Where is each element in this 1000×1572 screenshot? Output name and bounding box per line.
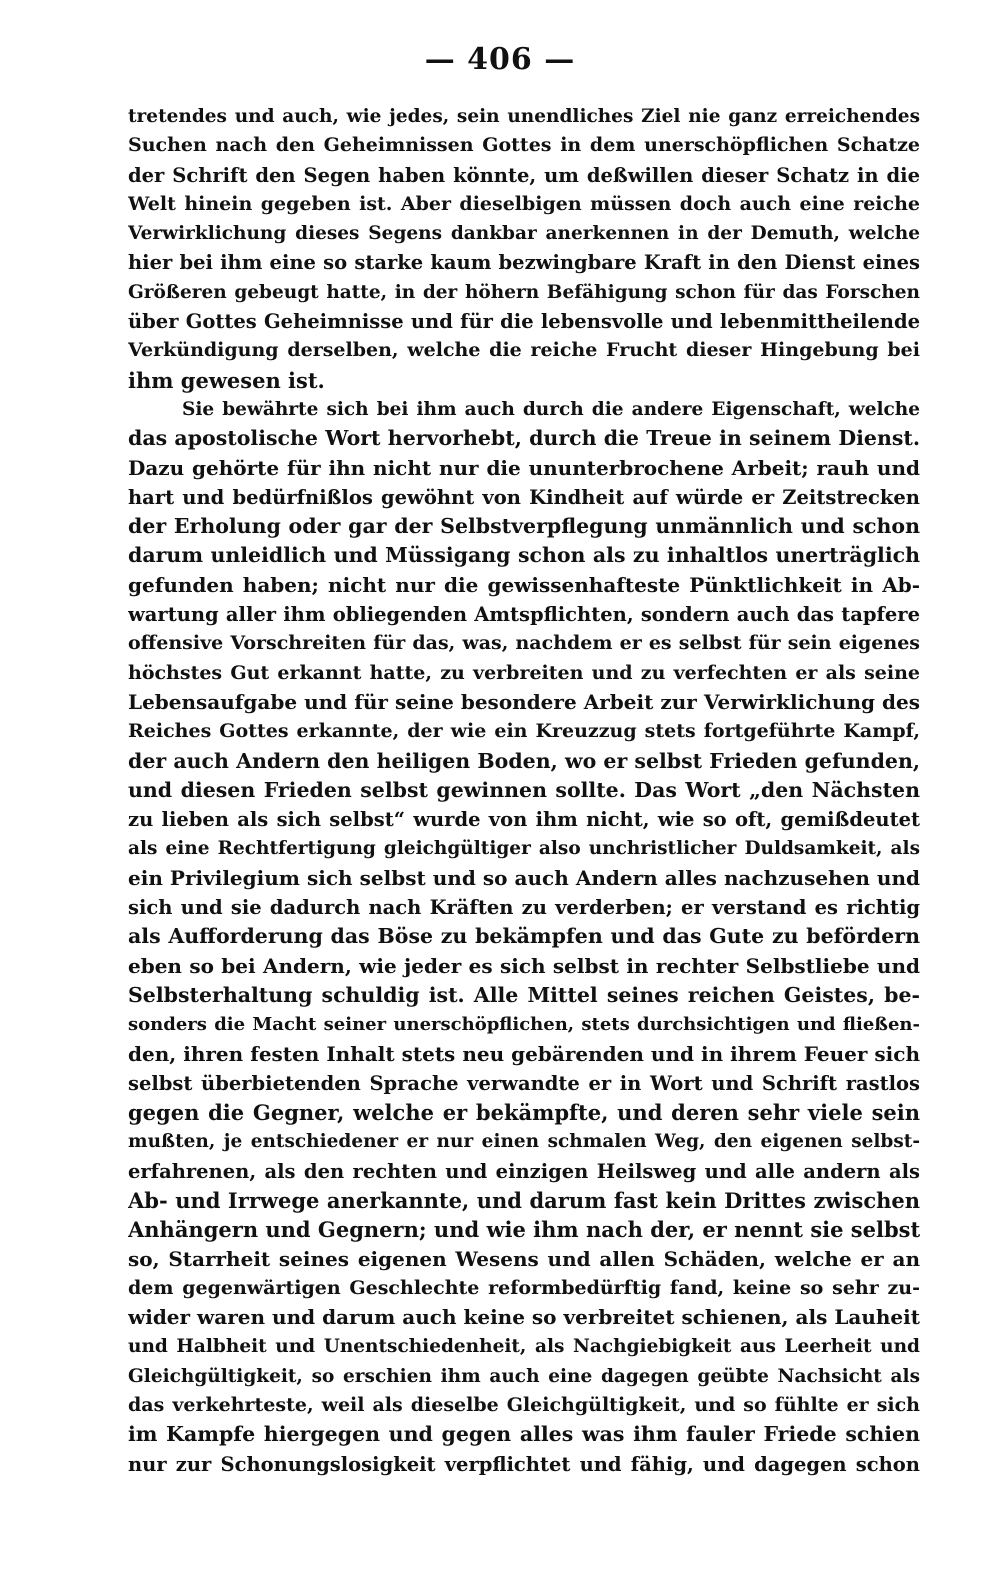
text-line: Dazu gehörte für ihn nicht nur die ununterbrochene Arbeit; rauh und <box>128 455 920 480</box>
text-line: Gleichgültigkeit, so erschien ihm auch eine dagegen geübte Nachsicht als <box>128 1365 920 1387</box>
text-line: gegen die Gegner, welche er bekämpfte, und deren sehr viele sein <box>128 1100 920 1126</box>
text-line: im Kampfe hiergegen und gegen alles was ihm fauler Friede schien <box>128 1422 920 1447</box>
text-line: Sie bewährte sich bei ihm auch durch die andere Eigenschaft, welche <box>182 398 920 420</box>
text-line: so, Starrheit seines eigenen Wesens und allen Schäden, welche er an <box>128 1246 920 1271</box>
text-line: Suchen nach den Geheimnissen Gottes in dem unerschöpflichen Schatze <box>128 134 920 157</box>
text-line: tretendes und auch, wie jedes, sein unendliches Ziel nie ganz erreichendes <box>128 106 920 127</box>
text-line: den, ihren festen Inhalt stets neu gebärenden und in ihrem Feuer sich <box>128 1041 920 1066</box>
text-line: und diesen Frieden selbst gewinnen sollte. Das Wort „den Nächsten <box>128 777 920 802</box>
text-line: hier bei ihm eine so starke kaum bezwingbare Kraft in den Dienst eines <box>128 251 920 275</box>
text-line: sonders die Macht seiner unerschöpflichen, stets durchsichtigen und fließen- <box>128 1014 920 1036</box>
text-line: ein Privilegium sich selbst und so auch Andern alles nachzusehen und <box>128 865 920 890</box>
text-line: erfahrenen, als den rechten und einzigen Heilsweg und alle andern als <box>128 1159 920 1183</box>
text-line: Verwirklichung dieses Segens dankbar anerkennen in der Demuth, welche <box>128 223 920 245</box>
text-line: Größeren gebeugt hatte, in der höhern Befähigung schon für das Forschen <box>128 281 920 303</box>
text-line: sich und sie dadurch nach Kräften zu verderben; er verstand es richtig <box>128 896 920 920</box>
text-line: höchstes Gut erkannt hatte, zu verbreiten und zu verfechten er als seine <box>128 661 920 684</box>
text-line: das apostolische Wort hervorhebt, durch die Treue in seinem Dienst. <box>128 426 920 451</box>
text-line: offensive Vorschreiten für das, was, nachdem er es selbst für sein eigenes <box>128 632 920 655</box>
text-line: ihm gewesen ist. <box>128 367 325 393</box>
text-line: Reiches Gottes erkannte, der wie ein Kreuzzug stets fortgeführte Kampf, <box>128 720 920 743</box>
text-line: nur zur Schonungslosigkeit verpflichtet und fähig, und dagegen schon <box>128 1452 920 1476</box>
body-text <box>128 102 920 1479</box>
text-line: eben so bei Andern, wie jeder es sich selbst in rechter Selbstliebe und <box>128 953 920 978</box>
text-line: Ab- und Irrwege anerkannte, und darum fast kein Drittes zwischen <box>128 1187 920 1213</box>
text-line: und Halbheit und Unentschiedenheit, als Nachgiebigkeit aus Leerheit und <box>128 1336 920 1358</box>
text-line: der Schrift den Segen haben könnte, um deßwillen dieser Schatz in die <box>128 163 920 187</box>
text-line: der auch Andern den heiligen Boden, wo er selbst Frieden gefunden, <box>128 748 920 773</box>
text-line: als Aufforderung das Böse zu bekämpfen und das Gute zu befördern <box>128 924 920 949</box>
text-line: Anhängern und Gegnern; und wie ihm nach der, er nennt sie selbst <box>128 1217 920 1243</box>
text-line: Welt hinein gegeben ist. Aber dieselbigen müssen doch auch eine reiche <box>128 192 920 215</box>
text-line: wartung aller ihm obliegenden Amtspflichten, sondern auch das tapfere <box>128 603 920 627</box>
text-line: mußten, je entschiedener er nur einen schmalen Weg, den eigenen selbst- <box>128 1131 920 1153</box>
page-number: — 406 — <box>424 42 576 77</box>
text-line: wider waren und darum auch keine so verbreitet schienen, als Lauheit <box>128 1305 920 1330</box>
text-line: Selbsterhaltung schuldig ist. Alle Mittel seines reichen Geistes, be- <box>128 982 920 1007</box>
text-line: dem gegenwärtigen Geschlechte reformbedürftig fand, keine so sehr zu- <box>128 1276 920 1299</box>
text-line: darum unleidlich und Müssigang schon als zu inhaltlos unerträglich <box>128 543 920 568</box>
text-line: über Gottes Geheimnisse und für die lebensvolle und lebenmittheilende <box>128 310 920 334</box>
text-line: hart und bedürfnißlos gewöhnt von Kindheit auf würde er Zeitstrecken <box>128 485 920 509</box>
text-line: zu lieben als sich selbst“ wurde von ihm nicht, wie so oft, gemißdeutet <box>128 808 920 832</box>
text-line: gefunden haben; nicht nur die gewissenhafteste Pünktlichkeit in Ab- <box>128 572 920 597</box>
text-line: Lebensaufgabe und für seine besondere Arbeit zur Verwirklichung des <box>128 689 920 714</box>
text-line: das verkehrteste, weil als dieselbe Gleichgültigkeit, und so fühlte er sich <box>128 1394 920 1417</box>
text-line: als eine Rechtfertigung gleichgültiger also unchristlicher Duldsamkeit, als <box>128 838 920 860</box>
text-line: der Erholung oder gar der Selbstverpflegung unmännlich und schon <box>128 514 920 539</box>
text-line: Verkündigung derselben, welche die reiche Frucht dieser Hingebung bei <box>128 339 920 362</box>
text-line: selbst überbietenden Sprache verwandte er in Wort und Schrift rastlos <box>128 1071 920 1095</box>
